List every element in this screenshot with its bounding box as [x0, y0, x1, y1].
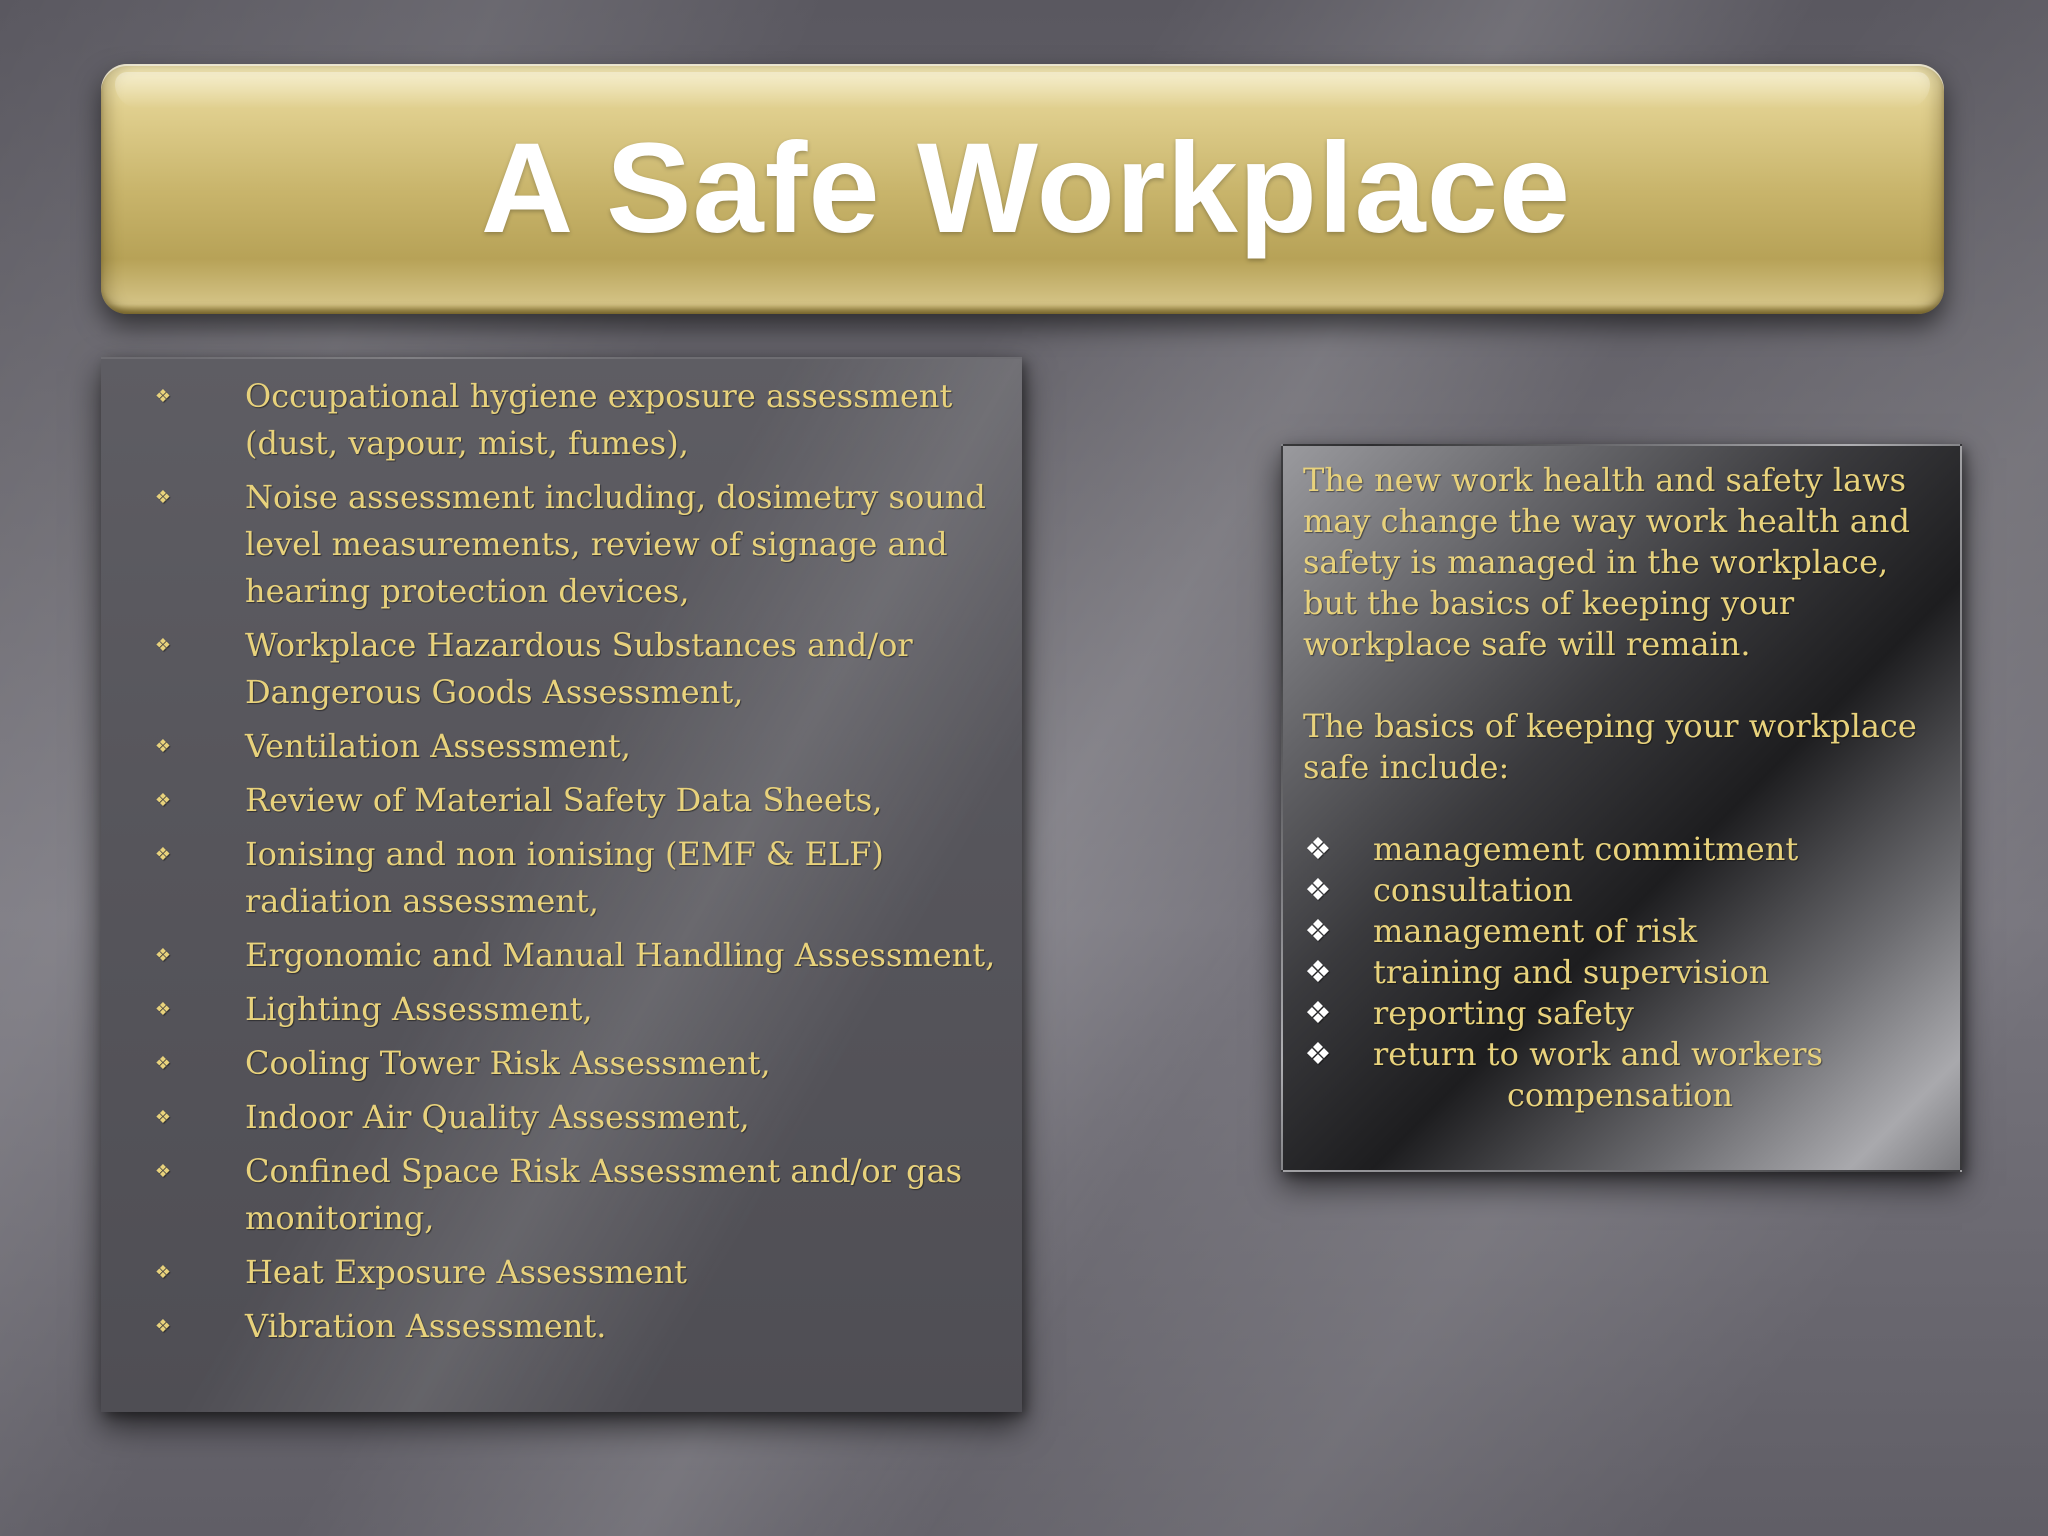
diamond-bullet-icon: ❖ — [1304, 832, 1332, 867]
list-item — [1303, 870, 1943, 911]
list-item-label: reporting safety — [1373, 994, 1634, 1032]
safety-basics-text — [1303, 460, 1943, 1116]
list-item-label: Cooling Tower Risk Assessment, — [245, 1044, 771, 1082]
safety-basics-panel — [1281, 444, 1962, 1172]
list-item — [1303, 993, 1943, 1034]
intro-paragraph: The new work health and safety laws may change the way work health and safety is managed in the workplace, but the basics of keeping your workplace safe will remain. — [1303, 461, 1910, 663]
list-item — [101, 1148, 1002, 1242]
diamond-bullet-icon: ❖ — [1304, 955, 1332, 990]
diamond-bullet-icon: ❖ — [154, 790, 172, 811]
diamond-bullet-icon: ❖ — [1304, 914, 1332, 949]
list-item — [101, 373, 1002, 467]
diamond-bullet-icon: ❖ — [154, 1053, 172, 1074]
title-banner — [101, 64, 1944, 314]
list-item — [101, 932, 1002, 979]
diamond-bullet-icon: ❖ — [154, 736, 172, 757]
list-item-label: Ventilation Assessment, — [245, 727, 631, 765]
diamond-bullet-icon: ❖ — [154, 1161, 172, 1182]
list-item — [1303, 1034, 1943, 1116]
list-item-label: Review of Material Safety Data Sheets, — [245, 781, 883, 819]
diamond-bullet-icon: ❖ — [1304, 1037, 1332, 1072]
list-item-label: training and supervision — [1373, 953, 1770, 991]
list-item — [101, 777, 1002, 824]
lead-paragraph: The basics of keeping your workplace safe include: — [1303, 707, 1917, 786]
diamond-bullet-icon: ❖ — [154, 1316, 172, 1337]
slide-title: A Safe Workplace — [480, 117, 1572, 260]
list-item — [1303, 952, 1943, 993]
list-item-label: Workplace Hazardous Substances and/or Dangerous Goods Assessment, — [245, 626, 913, 711]
list-item — [101, 474, 1002, 615]
assessment-list-panel — [101, 357, 1022, 1412]
basics-list — [1303, 829, 1943, 1116]
list-item-continuation: compensation — [1507, 1076, 1734, 1114]
diamond-bullet-icon: ❖ — [154, 844, 172, 865]
list-item-label: Ionising and non ionising (EMF & ELF) radiation assessment, — [245, 835, 884, 920]
list-item — [101, 1303, 1002, 1350]
diamond-bullet-icon: ❖ — [154, 386, 172, 407]
list-item — [101, 723, 1002, 770]
diamond-bullet-icon: ❖ — [154, 635, 172, 656]
list-item-label: Ergonomic and Manual Handling Assessment, — [245, 936, 996, 974]
list-item-label: management commitment — [1373, 830, 1799, 868]
diamond-bullet-icon: ❖ — [154, 1107, 172, 1128]
diamond-bullet-icon: ❖ — [154, 487, 172, 508]
list-item — [101, 1249, 1002, 1296]
list-item — [101, 1094, 1002, 1141]
diamond-bullet-icon: ❖ — [1304, 996, 1332, 1031]
list-item — [1303, 829, 1943, 870]
list-item-label: consultation — [1373, 871, 1573, 909]
list-item-label: Heat Exposure Assessment — [245, 1253, 688, 1291]
list-item-label: return to work and workers — [1373, 1035, 1823, 1073]
diamond-bullet-icon: ❖ — [154, 1262, 172, 1283]
list-item-label: Vibration Assessment. — [245, 1307, 607, 1345]
diamond-bullet-icon: ❖ — [154, 945, 172, 966]
list-item — [101, 986, 1002, 1033]
list-item-label: Occupational hygiene exposure assessment (dust, vapour, mist, fumes), — [245, 377, 953, 462]
list-item — [101, 831, 1002, 925]
list-item — [101, 622, 1002, 716]
list-item-label: Noise assessment including, dosimetry sound level measurements, review of signage and hearing protection devices, — [245, 478, 986, 610]
diamond-bullet-icon: ❖ — [1304, 873, 1332, 908]
diamond-bullet-icon: ❖ — [154, 999, 172, 1020]
list-item-label: Confined Space Risk Assessment and/or gas monitoring, — [245, 1152, 963, 1237]
list-item — [1303, 911, 1943, 952]
assessment-list — [101, 359, 1022, 1350]
list-item — [101, 1040, 1002, 1087]
list-item-label: management of risk — [1373, 912, 1698, 950]
list-item-label: Lighting Assessment, — [245, 990, 593, 1028]
list-item-label: Indoor Air Quality Assessment, — [245, 1098, 750, 1136]
